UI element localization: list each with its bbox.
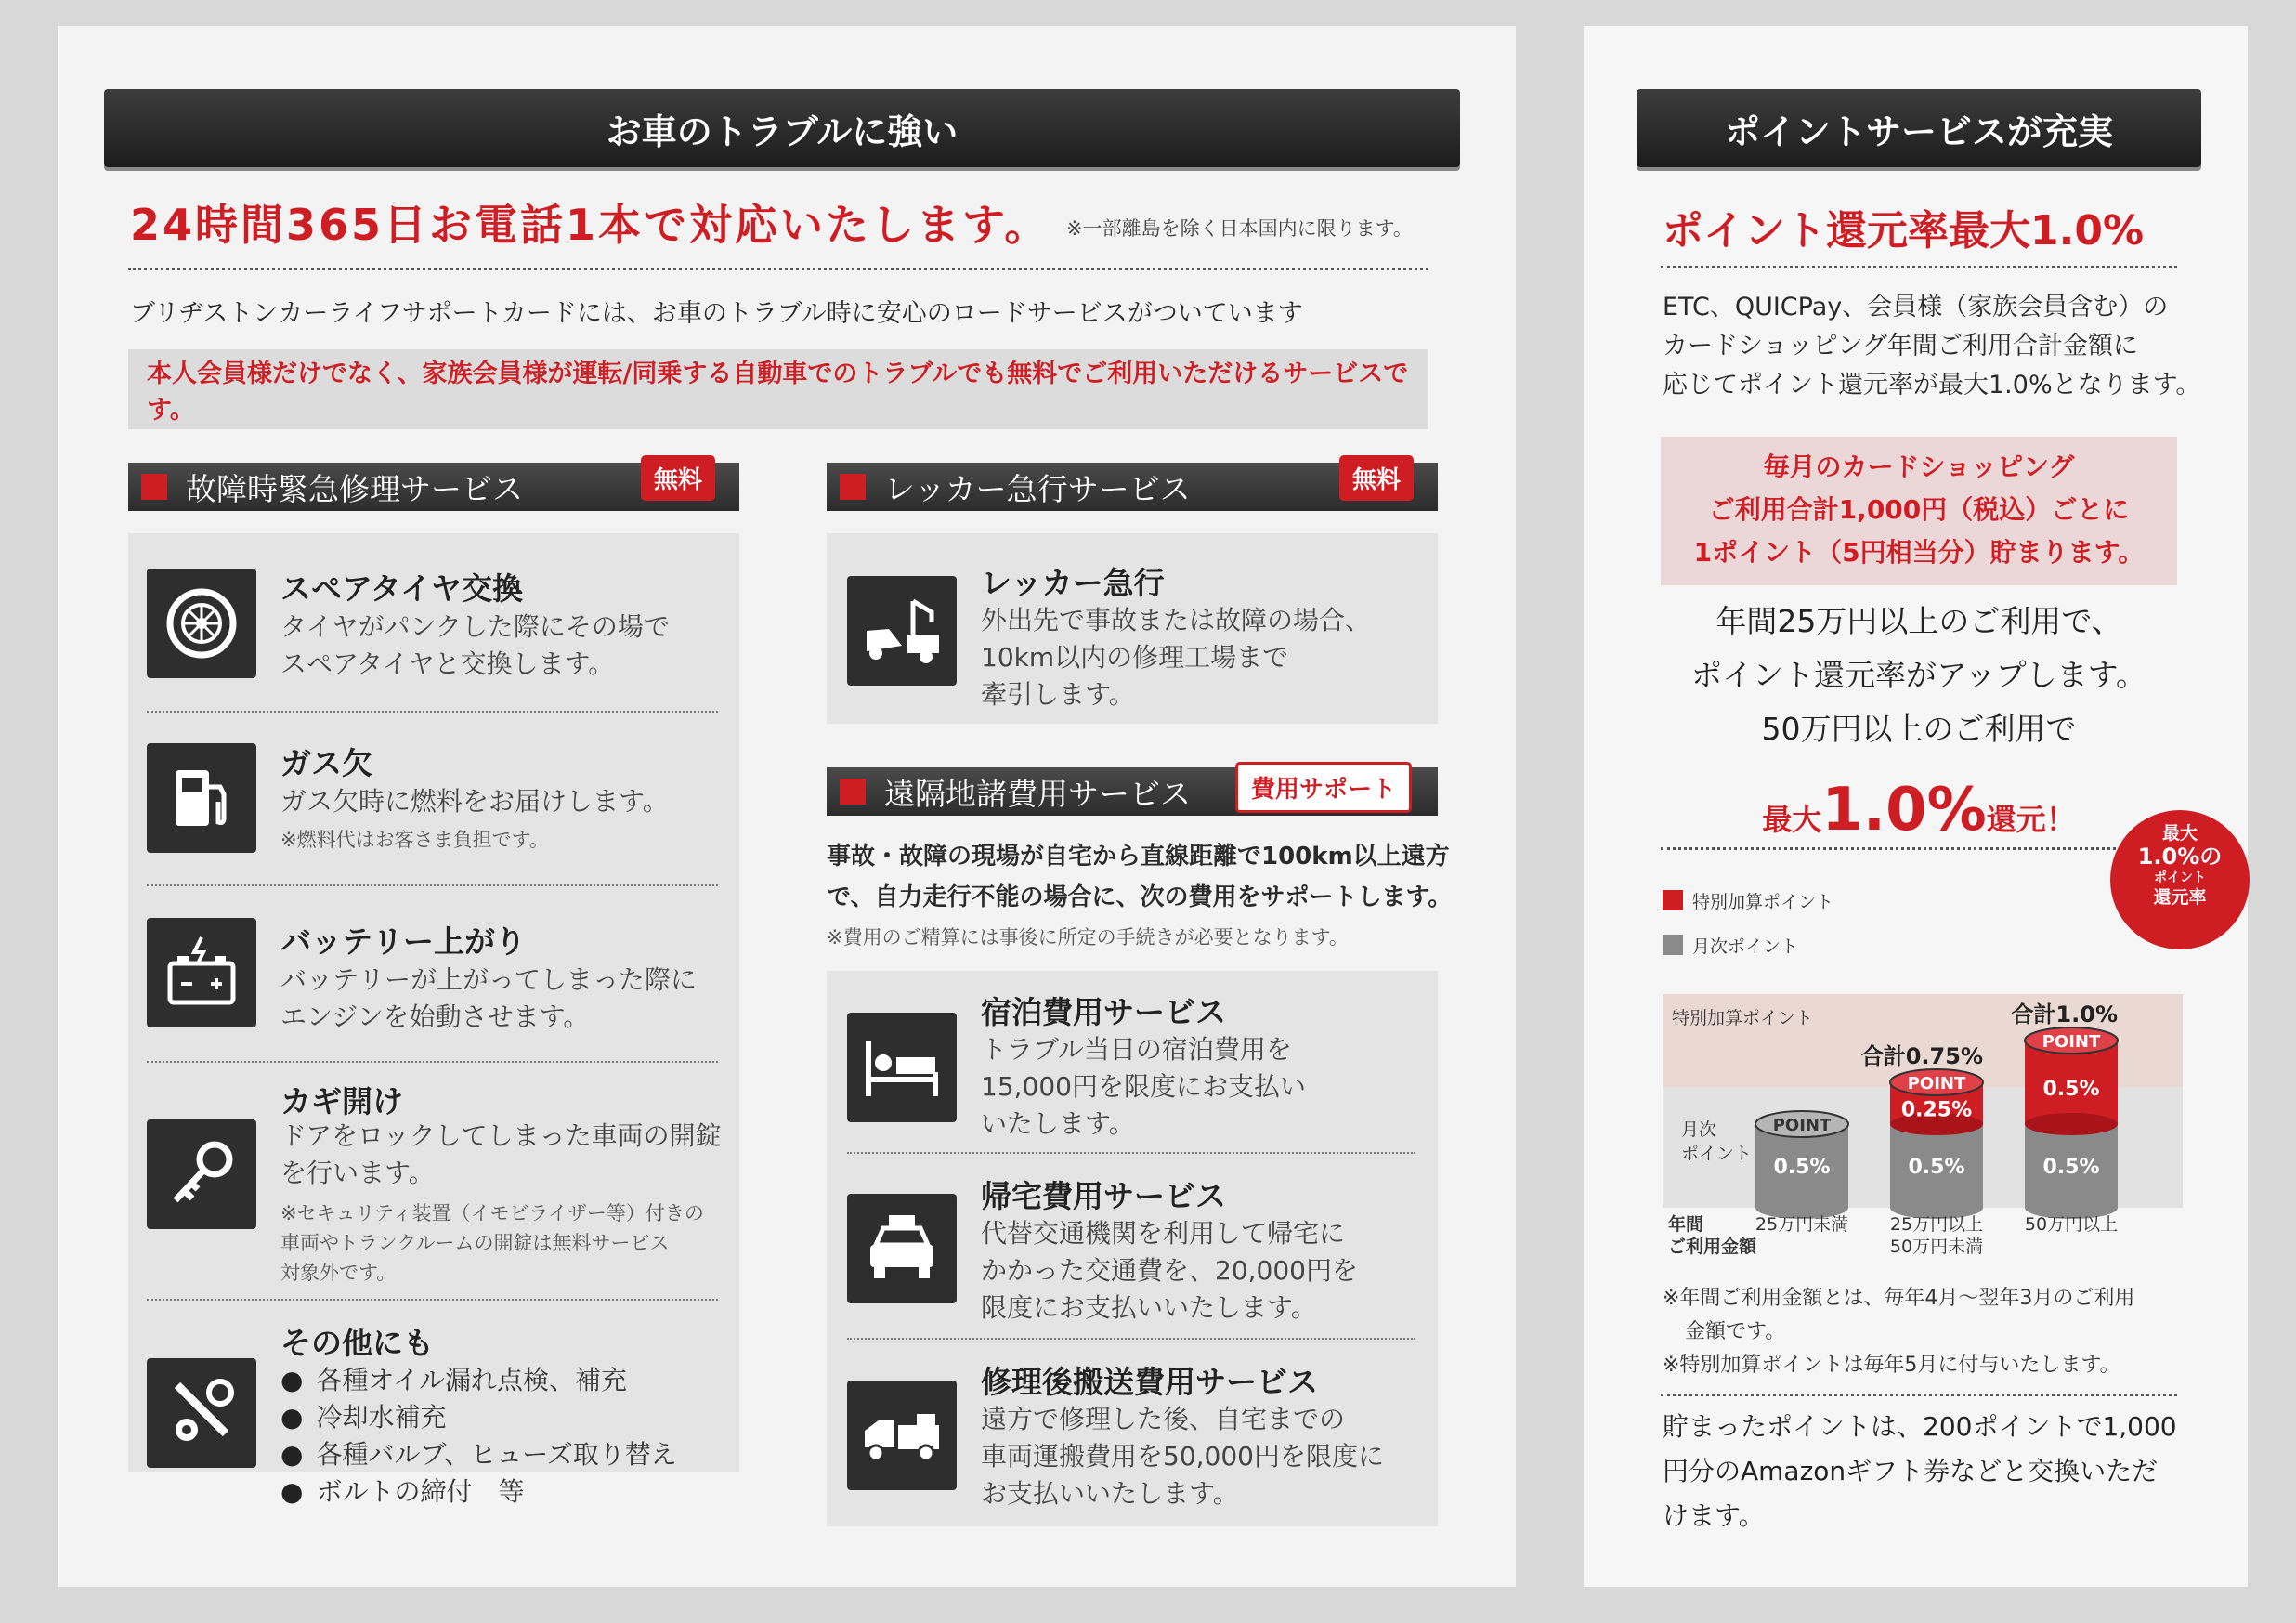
row-label-monthly: ポイント [1681, 1144, 1753, 1164]
legend-swatch-monthly [1663, 935, 1683, 955]
section-marker [840, 779, 866, 805]
item-separator [147, 884, 718, 886]
body-line: タイヤがパンクした際にその場で [280, 611, 670, 642]
lodging-body [981, 1031, 1306, 1143]
body-line: エンジンを始動させます。 [280, 1001, 590, 1032]
points-banner-title: ポイントサービスが充実 [1724, 111, 2113, 152]
category-label: 25万円以上 [1889, 1214, 1984, 1235]
list-item: ● 冷却水補充 [280, 1399, 677, 1436]
body-line: 代替交通機関を利用して帰宅に [981, 1218, 1346, 1249]
bar-cap-label: POINT [2042, 1032, 2101, 1052]
remote-heading: 遠隔地諸費用サービス [884, 775, 1191, 812]
upgrade-line: 年間25万円以上のご利用で、 [1715, 603, 2122, 639]
intro-line: 応じてポイント還元率が最大1.0%となります。 [1663, 371, 2201, 399]
tire-icon [147, 569, 256, 678]
body-line: 15,000円を限度にお支払い [981, 1071, 1306, 1102]
divider [1661, 847, 2177, 850]
note-line: ※年間ご利用金額とは、毎年4月～翌年3月のご利用 [1663, 1287, 2135, 1310]
bed-icon [847, 1013, 957, 1122]
bubble-line: 1.0%の [2137, 844, 2223, 870]
intro-line: 事故・故障の現場が自宅から直線距離で100km以上遠方 [827, 843, 1450, 870]
body-line: お支払いいたします。 [981, 1478, 1239, 1509]
remote-intro [827, 836, 1452, 918]
gas-out-note: ※燃料代はお客さま負担です。 [280, 829, 549, 851]
others-list [280, 1362, 677, 1511]
unlock-body [280, 1118, 722, 1192]
key-icon [147, 1119, 256, 1229]
divider [128, 268, 1428, 270]
body-line: 牽引します。 [981, 679, 1135, 710]
list-item: ● 各種バルブ、ヒューズ取り替え [280, 1436, 677, 1473]
fuel-pump-icon [147, 743, 256, 853]
intro-line: で、自力走行不能の場合に、次の費用をサポートします。 [827, 883, 1453, 911]
footer-line: 貯まったポイントは、200ポイントで1,000 [1663, 1411, 2177, 1442]
bar-label-monthly: 0.5% [1773, 1156, 1831, 1179]
body-line: ドアをロックしてしまった車両の開錠 [280, 1120, 722, 1151]
row-label-annual: 年間 [1668, 1214, 1704, 1235]
family-note [128, 349, 1428, 429]
body-line: 10km以内の修理工場まで [981, 642, 1289, 673]
divider [1661, 266, 2177, 268]
battery-body [280, 962, 697, 1036]
row-label-annual: ご利用金額 [1668, 1237, 1757, 1257]
note-line: ※特別加算ポイントは毎年5月に付与いたします。 [1663, 1354, 2120, 1377]
bar-label-special: 0.25% [1900, 1098, 1973, 1122]
max-prefix: 最大 [1762, 802, 1822, 837]
body-line: かかった交通費を、20,000円を [981, 1255, 1358, 1286]
tow-body [981, 602, 1371, 713]
free-badge: 無料 [641, 455, 715, 501]
monthly-points-box [1661, 437, 2177, 585]
bar-joint [2025, 1113, 2118, 1135]
note-line: 金額です。 [1685, 1320, 1786, 1343]
max-value: 1.0% [1821, 776, 1987, 844]
upgrade-line: ポイント還元率がアップします。 [1690, 657, 2147, 693]
post-repair-title: 修理後搬送費用サービス [981, 1364, 1318, 1400]
item-separator [847, 1152, 1415, 1154]
item-separator [147, 711, 718, 713]
legend-swatch-special [1663, 890, 1683, 910]
battery-icon [147, 918, 256, 1027]
bar-total-label: 合計0.75% [1860, 1043, 1983, 1069]
category-label: 25万円未満 [1755, 1214, 1849, 1235]
bubble-line: ポイント [2154, 870, 2206, 885]
upgrade-line: 50万円以上のご利用で [1761, 711, 2077, 747]
trouble-banner-title: お車のトラブルに強い [606, 111, 959, 152]
support-headline: 24時間365日お電話1本で対応いたします。 [130, 200, 1050, 250]
body-line: いたします。 [981, 1108, 1135, 1139]
divider [1661, 1394, 2177, 1396]
battery-title: バッテリー上がり [280, 923, 526, 960]
return-home-body [981, 1215, 1358, 1327]
bubble-line: 還元率 [2153, 887, 2207, 908]
bubble-line: 最大 [2161, 823, 2198, 844]
gas-out-title: ガス欠 [280, 745, 372, 781]
tools-icon [147, 1358, 256, 1468]
bar-total-label: 合計1.0% [2011, 1001, 2118, 1027]
upgrade-text [1661, 595, 2177, 756]
body-line: 外出先で事故または故障の場合、 [981, 605, 1372, 635]
post-repair-body [981, 1401, 1384, 1512]
row-label-special: 特別加算ポイント [1672, 1008, 1814, 1028]
pink-line: 1ポイント（5円相当分）貯まります。 [1693, 537, 2145, 568]
body-line: バッテリーが上がってしまった際に [280, 964, 698, 995]
body-line: スペアタイヤと交換します。 [280, 648, 615, 679]
remote-note: ※費用のご精算には事後に所定の手続きが必要となります。 [827, 926, 1349, 949]
points-headline: ポイント還元率最大1.0% [1663, 207, 2145, 255]
unlock-title: カギ開け [280, 1083, 403, 1119]
tow-heading: レッカー急行サービス [884, 470, 1191, 507]
item-separator [147, 1061, 718, 1063]
bar-label-monthly: 0.5% [2042, 1156, 2100, 1179]
category-label: 50万円未満 [1889, 1237, 1984, 1257]
body-line: を行います。 [280, 1158, 435, 1188]
section-marker [141, 474, 167, 500]
category-label: 50万円以上 [2024, 1214, 2119, 1235]
body-line: 車両運搬費用を50,000円を限度に [981, 1441, 1384, 1472]
repair-heading: 故障時緊急修理サービス [186, 470, 523, 507]
max-rate-bubble [2110, 810, 2250, 949]
intro-line: ETC、QUICPay、会員様（家族会員含む）の [1663, 293, 2169, 321]
cost-support-badge: 費用サポート [1235, 762, 1412, 813]
intro-line: カードショッピング年間ご利用合計金額に [1663, 332, 2138, 360]
family-note-text: 本人会員様だけでなく、家族会員様が運転/同乗する自動車でのトラブルでも無料でご利用いただけるサービスです。 [147, 360, 1409, 425]
section-marker [840, 474, 866, 500]
tow-title: レッカー急行 [981, 565, 1165, 601]
free-badge: 無料 [1339, 455, 1414, 501]
footer-line: 円分のAmazonギフト券などと交換いただ [1663, 1456, 2159, 1486]
points-intro [1663, 288, 2200, 405]
item-separator [847, 1338, 1415, 1340]
lodging-title: 宿泊費用サービス [981, 994, 1226, 1030]
tow-truck-icon [847, 1381, 957, 1490]
gas-out-body: ガス欠時に燃料をお届けします。 [280, 786, 669, 817]
chart-notes [1663, 1282, 2134, 1382]
bar-label-special: 0.5% [2042, 1078, 2100, 1101]
legend-label-monthly: 月次ポイント [1692, 936, 1799, 957]
footer-line: けます。 [1663, 1500, 1765, 1531]
item-separator [147, 1299, 718, 1301]
spare-tire-title: スペアタイヤ交換 [280, 570, 524, 607]
body-line: トラブル当日の宿泊費用を [981, 1034, 1292, 1065]
footer-text [1663, 1405, 2177, 1538]
legend-label-special: 特別加算ポイント [1692, 892, 1834, 912]
max-rate [1661, 776, 2177, 844]
points-banner [1637, 89, 2201, 167]
bar-cap-label: POINT [1907, 1074, 1966, 1093]
pink-line: 毎月のカードショッピング [1763, 452, 2075, 482]
headline-note: ※一部離島を除く日本国内に限ります。 [1066, 217, 1413, 240]
row-label-monthly: 月次 [1681, 1119, 1717, 1140]
body-line: 限度にお支払いいたします。 [981, 1292, 1317, 1323]
others-title: その他にも [280, 1325, 434, 1361]
points-chart [1663, 966, 2183, 1273]
spare-tire-body [280, 609, 670, 683]
list-item: ● ボルトの締付 等 [280, 1473, 677, 1511]
max-suffix: 還元！ [1986, 802, 2076, 837]
pink-line: ご利用合計1,000円（税込）ごとに [1708, 494, 2130, 525]
trouble-banner [104, 89, 1460, 167]
bar-label-monthly: 0.5% [1908, 1156, 1965, 1179]
return-home-title: 帰宅費用サービス [981, 1178, 1226, 1214]
list-item: ● 各種オイル漏れ点検、補充 [280, 1362, 677, 1399]
unlock-note: ※セキュリティ装置（イモビライザー等）付きの 車両やトランクルームの開錠は無料サービス 対象外です。 [280, 1202, 704, 1284]
bar-cap-label: POINT [1772, 1116, 1832, 1135]
intro-text: ブリヂストンカーライフサポートカードには、お車のトラブル時に安心のロードサービスがついています [130, 299, 1303, 328]
tow-truck-icon [847, 576, 957, 686]
body-line: 遠方で修理した後、自宅までの [981, 1404, 1346, 1434]
taxi-icon [847, 1194, 957, 1303]
